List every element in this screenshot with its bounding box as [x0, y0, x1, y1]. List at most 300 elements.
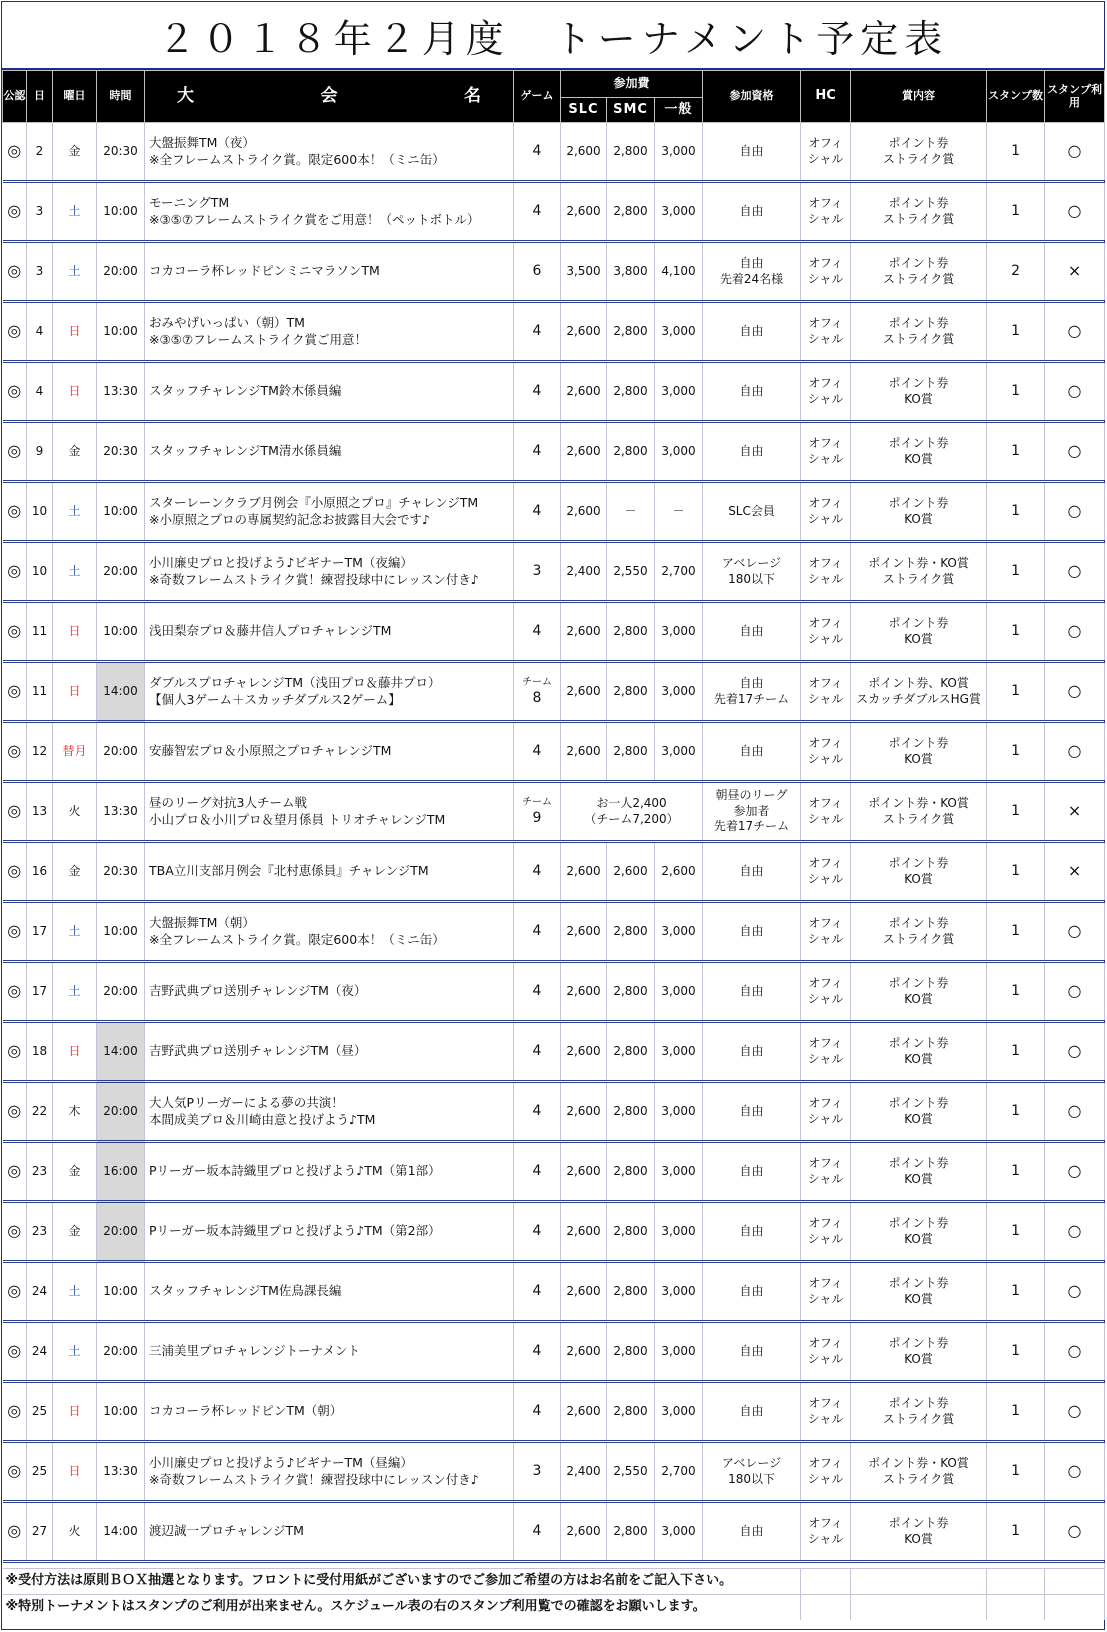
header-fee-smc: SMC — [607, 98, 655, 123]
event-day: 4 — [27, 362, 53, 422]
event-weekday: 土 — [53, 182, 97, 242]
event-name: 安藤智宏プロ＆小原照之プロチャレンジTM — [145, 722, 514, 782]
table-row — [3, 1502, 1105, 1562]
prize: ポイント券 ストライク賞 — [851, 123, 987, 182]
event-day: 2 — [27, 123, 53, 182]
event-name: 小川廉史プロと投げよう♪ビギナーTM（昼編） ※奇数フレームストライク賞！練習投球中にレッスン付き♪ — [145, 1442, 514, 1502]
stamp-use: ○ — [1045, 1262, 1105, 1322]
prize: ポイント券 KO賞 — [851, 1202, 987, 1262]
eligibility: 自由 — [703, 962, 801, 1022]
eligibility: 自由 — [703, 1262, 801, 1322]
event-name: TBA立川支部月例会『北村恵係員』チャレンジTM — [145, 842, 514, 902]
event-games — [514, 1322, 561, 1382]
approved-mark: ◎ — [3, 123, 27, 182]
event-games — [514, 1382, 561, 1442]
approved-mark: ◎ — [3, 1442, 27, 1502]
event-name: スタッフチャレンジTM佐鳥課長編 — [145, 1262, 514, 1322]
event-name: Pリーガー坂本詩織里プロと投げよう♪TM（第2部） — [145, 1202, 514, 1262]
fee-general: 2,700 — [655, 542, 703, 602]
table-row — [3, 1022, 1105, 1082]
header-stamp-use: スタンプ利用 — [1045, 71, 1105, 123]
stamp-count: 1 — [987, 482, 1045, 542]
schedule-table — [2, 70, 1105, 1620]
event-day: 18 — [27, 1022, 53, 1082]
event-weekday: 金 — [53, 1202, 97, 1262]
event-weekday: 土 — [53, 542, 97, 602]
event-name: おみやげいっぱい（朝）TM ※③⑤⑦フレームストライク賞ご用意！ — [145, 302, 514, 362]
handicap: オフィ シャル — [801, 602, 851, 662]
event-time: 10:00 — [97, 602, 145, 662]
note-box-lottery: ※受付方法は原則ＢＯＸ抽選となります。フロントに受付用紙がございますのでご参加ご希望の方はお名前をご記入下さい。 — [3, 1569, 801, 1595]
handicap: オフィ シャル — [801, 1022, 851, 1082]
eligibility: 自由 — [703, 182, 801, 242]
prize: ポイント券 KO賞 — [851, 722, 987, 782]
fee-slc: 2,600 — [561, 362, 607, 422]
event-weekday: 日 — [53, 302, 97, 362]
handicap: オフィ シャル — [801, 1262, 851, 1322]
fee-general: 3,000 — [655, 722, 703, 782]
fee-slc: 2,600 — [561, 602, 607, 662]
header-fee-slc: SLC — [561, 98, 607, 123]
games-count: 4 — [532, 143, 542, 160]
stamp-use: ○ — [1045, 962, 1105, 1022]
table-row — [3, 1202, 1105, 1262]
fee-smc: 2,800 — [607, 1322, 655, 1382]
header-time: 時間 — [97, 71, 145, 123]
event-day: 12 — [27, 722, 53, 782]
stamp-count: 1 — [987, 1202, 1045, 1262]
table-row — [3, 662, 1105, 722]
handicap: オフィ シャル — [801, 1142, 851, 1202]
event-name: 大盤振舞TM（朝） ※全フレームストライク賞。限定600本！（ミニ缶） — [145, 902, 514, 962]
eligibility: 自由 — [703, 722, 801, 782]
event-name: モーニングTM ※③⑤⑦フレームストライク賞をご用意！（ペットボトル） — [145, 182, 514, 242]
stamp-count: 1 — [987, 662, 1045, 722]
fee-slc: 2,600 — [561, 1322, 607, 1382]
prize: ポイント券 KO賞 — [851, 362, 987, 422]
fee-smc: 2,800 — [607, 1502, 655, 1562]
event-name: スタッフチャレンジTM鈴木係員編 — [145, 362, 514, 422]
handicap: オフィ シャル — [801, 782, 851, 842]
stamp-count: 1 — [987, 902, 1045, 962]
event-time: 10:00 — [97, 182, 145, 242]
prize: ポイント券 KO賞 — [851, 1322, 987, 1382]
fee-general: 3,000 — [655, 1202, 703, 1262]
prize: ポイント券 KO賞 — [851, 962, 987, 1022]
table-row — [3, 1442, 1105, 1502]
event-time: 13:30 — [97, 362, 145, 422]
table-row — [3, 902, 1105, 962]
eligibility: 自由 — [703, 302, 801, 362]
event-day: 13 — [27, 782, 53, 842]
fee-team: お一人2,400 （チーム7,200） — [561, 782, 703, 842]
handicap: オフィ シャル — [801, 242, 851, 302]
fee-slc: 2,600 — [561, 1502, 607, 1562]
event-games — [514, 242, 561, 302]
fee-general: 3,000 — [655, 602, 703, 662]
eligibility: 自由 — [703, 123, 801, 182]
stamp-use: × — [1045, 242, 1105, 302]
event-time: 20:00 — [97, 542, 145, 602]
eligibility: SLC会員 — [703, 482, 801, 542]
stamp-count: 1 — [987, 962, 1045, 1022]
event-games — [514, 542, 561, 602]
games-count: 6 — [532, 263, 542, 280]
team-label: チーム — [522, 796, 552, 808]
event-day: 24 — [27, 1262, 53, 1322]
event-weekday: 金 — [53, 1142, 97, 1202]
prize: ポイント券 KO賞 — [851, 1082, 987, 1142]
fee-slc: 2,600 — [561, 302, 607, 362]
event-games — [514, 302, 561, 362]
eligibility: アベレージ 180以下 — [703, 542, 801, 602]
handicap: オフィ シャル — [801, 1322, 851, 1382]
handicap: オフィ シャル — [801, 1502, 851, 1562]
event-time: 14:00 — [97, 662, 145, 722]
approved-mark: ◎ — [3, 1202, 27, 1262]
note-stamp-usage: ※特別トーナメントはスタンプのご利用が出来ません。スケジュール表の右のスタンプ利用覧での確認をお願いします。 — [3, 1595, 801, 1621]
stamp-count: 1 — [987, 362, 1045, 422]
event-weekday: 土 — [53, 242, 97, 302]
stamp-use: ○ — [1045, 1322, 1105, 1382]
fee-general: 3,000 — [655, 662, 703, 722]
fee-general: 3,000 — [655, 1262, 703, 1322]
eligibility: 自由 — [703, 1502, 801, 1562]
eligibility: 自由 — [703, 1082, 801, 1142]
fee-smc: 3,800 — [607, 242, 655, 302]
fee-general: 3,000 — [655, 1082, 703, 1142]
games-count: 4 — [532, 863, 542, 880]
fee-slc: 2,600 — [561, 1202, 607, 1262]
event-games — [514, 1082, 561, 1142]
event-weekday: 金 — [53, 123, 97, 182]
event-games — [514, 602, 561, 662]
event-weekday: 金 — [53, 422, 97, 482]
fee-smc: 2,800 — [607, 1082, 655, 1142]
page-title: ２０１８年２月度 トーナメント予定表 — [157, 16, 949, 61]
event-games — [514, 1442, 561, 1502]
event-games — [514, 1262, 561, 1322]
event-weekday: 替月 — [53, 722, 97, 782]
games-count: 4 — [532, 1343, 542, 1360]
fee-slc: 2,600 — [561, 902, 607, 962]
fee-smc: 2,800 — [607, 422, 655, 482]
event-day: 24 — [27, 1322, 53, 1382]
event-weekday: 土 — [53, 1322, 97, 1382]
fee-smc: 2,550 — [607, 542, 655, 602]
approved-mark: ◎ — [3, 422, 27, 482]
handicap: オフィ シャル — [801, 662, 851, 722]
stamp-count: 2 — [987, 242, 1045, 302]
fee-slc: 2,600 — [561, 182, 607, 242]
fee-general: 3,000 — [655, 362, 703, 422]
stamp-use: ○ — [1045, 482, 1105, 542]
event-name: スターレーンクラブ月例会『小原照之プロ』チャレンジTM ※小原照之プロの専属契約記念お披露目大会です♪ — [145, 482, 514, 542]
fee-slc: 3,500 — [561, 242, 607, 302]
fee-smc: 2,800 — [607, 1142, 655, 1202]
event-time: 20:00 — [97, 242, 145, 302]
event-day: 25 — [27, 1442, 53, 1502]
fee-smc: 2,800 — [607, 962, 655, 1022]
fee-smc: 2,800 — [607, 362, 655, 422]
fee-slc: 2,600 — [561, 1262, 607, 1322]
fee-smc: 2,800 — [607, 662, 655, 722]
table-body — [3, 123, 1105, 1562]
fee-smc: 2,800 — [607, 123, 655, 182]
table-row — [3, 1082, 1105, 1142]
header-prize: 賞内容 — [851, 71, 987, 123]
stamp-count: 1 — [987, 1142, 1045, 1202]
header-weekday: 曜日 — [53, 71, 97, 123]
prize: ポイント券 ストライク賞 — [851, 902, 987, 962]
fee-general: 2,600 — [655, 842, 703, 902]
event-weekday: 日 — [53, 362, 97, 422]
handicap: オフィ シャル — [801, 123, 851, 182]
event-day: 10 — [27, 482, 53, 542]
table-row — [3, 422, 1105, 482]
games-count: 4 — [532, 383, 542, 400]
event-day: 9 — [27, 422, 53, 482]
stamp-use: ○ — [1045, 1442, 1105, 1502]
fee-general: 3,000 — [655, 1022, 703, 1082]
event-games — [514, 962, 561, 1022]
header-stamps: スタンプ数 — [987, 71, 1045, 123]
event-day: 11 — [27, 662, 53, 722]
stamp-count: 1 — [987, 302, 1045, 362]
fee-smc: 2,800 — [607, 1202, 655, 1262]
title-bar — [2, 2, 1104, 70]
prize: ポイント券 ストライク賞 — [851, 302, 987, 362]
event-name: 浅田梨奈プロ＆藤井信人プロチャレンジTM — [145, 602, 514, 662]
event-time: 14:00 — [97, 1502, 145, 1562]
header-name-char: 名 — [464, 86, 481, 107]
handicap: オフィ シャル — [801, 1202, 851, 1262]
event-name: 小川廉史プロと投げよう♪ビギナーTM（夜編） ※奇数フレームストライク賞！練習投球中にレッスン付き♪ — [145, 542, 514, 602]
fee-general: 3,000 — [655, 902, 703, 962]
table-row — [3, 542, 1105, 602]
event-games — [514, 362, 561, 422]
fee-slc: 2,600 — [561, 962, 607, 1022]
header-name — [145, 71, 514, 123]
approved-mark: ◎ — [3, 1262, 27, 1322]
event-games — [514, 123, 561, 182]
event-time: 10:00 — [97, 482, 145, 542]
table-row — [3, 1322, 1105, 1382]
games-count: 4 — [532, 1043, 542, 1060]
event-day: 3 — [27, 182, 53, 242]
event-day: 3 — [27, 242, 53, 302]
fee-slc: 2,600 — [561, 422, 607, 482]
approved-mark: ◎ — [3, 722, 27, 782]
eligibility: 自由 — [703, 422, 801, 482]
stamp-count: 1 — [987, 1322, 1045, 1382]
stamp-count: 1 — [987, 842, 1045, 902]
stamp-count: 1 — [987, 1502, 1045, 1562]
eligibility: 朝昼のリーグ 参加者 先着17チーム — [703, 782, 801, 842]
event-weekday: 日 — [53, 662, 97, 722]
header-approved: 公認 — [3, 71, 27, 123]
handicap: オフィ シャル — [801, 1442, 851, 1502]
games-count: 4 — [532, 1283, 542, 1300]
handicap: オフィ シャル — [801, 482, 851, 542]
event-games — [514, 482, 561, 542]
prize: ポイント券 KO賞 — [851, 1022, 987, 1082]
approved-mark: ◎ — [3, 482, 27, 542]
event-day: 17 — [27, 962, 53, 1022]
eligibility: 自由 — [703, 1022, 801, 1082]
event-day: 23 — [27, 1202, 53, 1262]
games-count: 4 — [532, 1523, 542, 1540]
event-name: 大盤振舞TM（夜） ※全フレームストライク賞。限定600本！（ミニ缶） — [145, 123, 514, 182]
event-weekday: 土 — [53, 902, 97, 962]
event-name: ダブルスプロチャレンジTM（浅田プロ＆藤井プロ） 【個人3ゲーム＋スカッチダブルス2ゲーム】 — [145, 662, 514, 722]
event-day: 27 — [27, 1502, 53, 1562]
event-time: 10:00 — [97, 1262, 145, 1322]
fee-slc: 2,600 — [561, 482, 607, 542]
handicap: オフィ シャル — [801, 902, 851, 962]
approved-mark: ◎ — [3, 1502, 27, 1562]
event-day: 22 — [27, 1082, 53, 1142]
event-day: 4 — [27, 302, 53, 362]
table-row — [3, 1262, 1105, 1322]
approved-mark: ◎ — [3, 782, 27, 842]
handicap: オフィ シャル — [801, 542, 851, 602]
prize: ポイント券 KO賞 — [851, 482, 987, 542]
approved-mark: ◎ — [3, 542, 27, 602]
fee-slc: 2,600 — [561, 1142, 607, 1202]
event-weekday: 木 — [53, 1082, 97, 1142]
event-day: 17 — [27, 902, 53, 962]
prize: ポイント券 ストライク賞 — [851, 1382, 987, 1442]
prize: ポイント券・KO賞 ストライク賞 — [851, 1442, 987, 1502]
approved-mark: ◎ — [3, 1382, 27, 1442]
eligibility: 自由 先着24名様 — [703, 242, 801, 302]
fee-smc: 2,800 — [607, 722, 655, 782]
stamp-count: 1 — [987, 602, 1045, 662]
approved-mark: ◎ — [3, 842, 27, 902]
table-row — [3, 1142, 1105, 1202]
stamp-use: ○ — [1045, 422, 1105, 482]
eligibility: 自由 — [703, 842, 801, 902]
header-name-char: 会 — [320, 86, 338, 107]
stamp-use: ○ — [1045, 302, 1105, 362]
games-count: 3 — [532, 563, 542, 580]
eligibility: 自由 — [703, 362, 801, 422]
event-name: 渡辺誠一プロチャレンジTM — [145, 1502, 514, 1562]
header-day: 日 — [27, 71, 53, 123]
fee-slc: 2,600 — [561, 1082, 607, 1142]
fee-slc: 2,400 — [561, 542, 607, 602]
fee-smc: 2,800 — [607, 902, 655, 962]
fee-general: － — [655, 482, 703, 542]
event-games — [514, 1022, 561, 1082]
fee-general: 3,000 — [655, 962, 703, 1022]
event-games — [514, 422, 561, 482]
table-header — [3, 71, 1105, 123]
games-count: 4 — [532, 1103, 542, 1120]
event-games — [514, 182, 561, 242]
event-name: 吉野武典プロ送別チャレンジTM（夜） — [145, 962, 514, 1022]
event-games — [514, 662, 561, 722]
stamp-use: ○ — [1045, 662, 1105, 722]
event-time: 10:00 — [97, 1382, 145, 1442]
approved-mark: ◎ — [3, 1322, 27, 1382]
games-count: 4 — [532, 1403, 542, 1420]
fee-smc: 2,800 — [607, 1022, 655, 1082]
fee-smc: 2,550 — [607, 1442, 655, 1502]
games-count: 8 — [532, 689, 542, 706]
eligibility: アベレージ 180以下 — [703, 1442, 801, 1502]
stamp-count: 1 — [987, 123, 1045, 182]
table-row — [3, 722, 1105, 782]
event-time: 20:30 — [97, 123, 145, 182]
prize: ポイント券 KO賞 — [851, 1502, 987, 1562]
stamp-count: 1 — [987, 422, 1045, 482]
stamp-count: 1 — [987, 1082, 1045, 1142]
stamp-use: ○ — [1045, 602, 1105, 662]
header-hc: HC — [801, 71, 851, 123]
stamp-use: ○ — [1045, 123, 1105, 182]
approved-mark: ◎ — [3, 1082, 27, 1142]
stamp-count: 1 — [987, 782, 1045, 842]
games-count: 3 — [532, 1463, 542, 1480]
approved-mark: ◎ — [3, 302, 27, 362]
table-row — [3, 602, 1105, 662]
games-count: 4 — [532, 503, 542, 520]
event-weekday: 火 — [53, 782, 97, 842]
event-games — [514, 1202, 561, 1262]
event-name: Pリーガー坂本詩織里プロと投げよう♪TM（第1部） — [145, 1142, 514, 1202]
event-time: 20:00 — [97, 722, 145, 782]
header-eligibility: 参加資格 — [703, 71, 801, 123]
event-name: スタッフチャレンジTM清水係員編 — [145, 422, 514, 482]
handicap: オフィ シャル — [801, 1082, 851, 1142]
games-count: 4 — [532, 923, 542, 940]
games-count: 9 — [532, 809, 542, 826]
header-fee-general: 一般 — [655, 98, 703, 123]
stamp-count: 1 — [987, 1262, 1045, 1322]
stamp-use: ○ — [1045, 902, 1105, 962]
event-time: 20:30 — [97, 422, 145, 482]
stamp-use: ○ — [1045, 1202, 1105, 1262]
fee-slc: 2,600 — [561, 722, 607, 782]
table-row — [3, 962, 1105, 1022]
stamp-count: 1 — [987, 1022, 1045, 1082]
event-day: 10 — [27, 542, 53, 602]
approved-mark: ◎ — [3, 182, 27, 242]
table-row — [3, 242, 1105, 302]
stamp-use: ○ — [1045, 1382, 1105, 1442]
event-time: 16:00 — [97, 1142, 145, 1202]
event-games — [514, 902, 561, 962]
event-weekday: 日 — [53, 1442, 97, 1502]
stamp-use: ○ — [1045, 1082, 1105, 1142]
event-games — [514, 722, 561, 782]
event-time: 14:00 — [97, 1022, 145, 1082]
fee-general: 3,000 — [655, 1382, 703, 1442]
event-weekday: 金 — [53, 842, 97, 902]
table-row — [3, 182, 1105, 242]
notes-section — [3, 1562, 1105, 1621]
handicap: オフィ シャル — [801, 962, 851, 1022]
games-count: 4 — [532, 443, 542, 460]
event-day: 23 — [27, 1142, 53, 1202]
eligibility: 自由 — [703, 1322, 801, 1382]
event-games — [514, 782, 561, 842]
stamp-count: 1 — [987, 182, 1045, 242]
event-name: 吉野武典プロ送別チャレンジTM（昼） — [145, 1022, 514, 1082]
prize: ポイント券、KO賞 スカッチダブルスHG賞 — [851, 662, 987, 722]
